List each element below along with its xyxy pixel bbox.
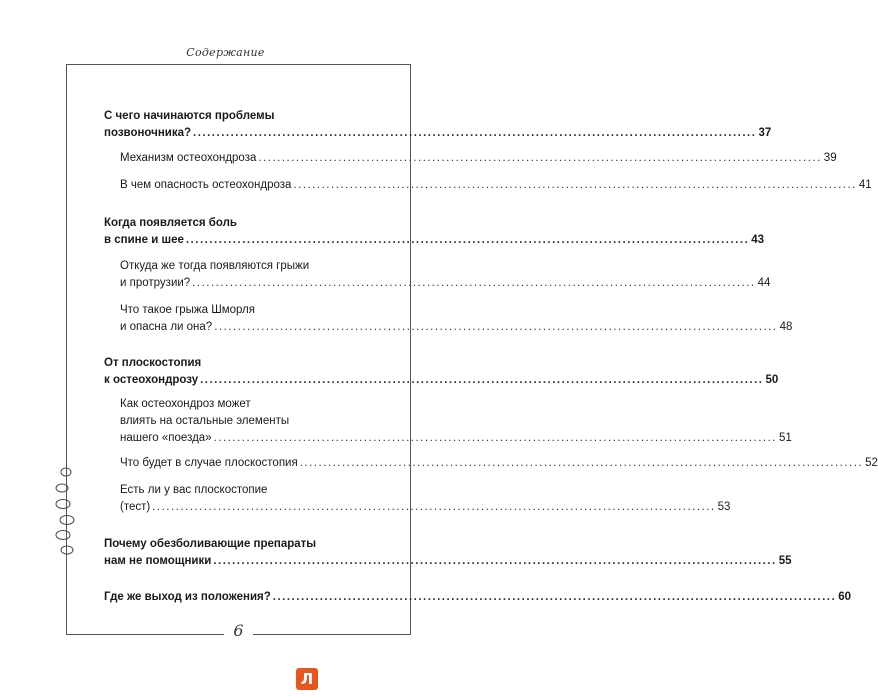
toc-entry-title: Где же выход из положения? xyxy=(104,591,271,603)
toc-leader-dots: ........................................................................................................................ xyxy=(185,234,750,246)
toc-leader-dots: ........................................................................................................................ xyxy=(272,591,837,603)
toc-page-number: 55 xyxy=(778,555,792,567)
toc-page-number: 44 xyxy=(757,277,771,289)
toc-entry-title: и опасна ли она? xyxy=(120,321,213,333)
toc-page-number: 43 xyxy=(751,234,765,246)
toc-entry-title: нашего «поезда» xyxy=(120,432,212,444)
toc-leader-dots: ........................................................................................................................ xyxy=(192,277,756,289)
toc-entry-title: и протрузии? xyxy=(120,277,191,289)
toc-entry-title: Откуда же тогда появляются грыжи xyxy=(120,260,310,272)
toc-leader-dots: ........................................................................................................................ xyxy=(258,152,822,164)
toc-entry-title: в спине и шее xyxy=(104,234,184,246)
toc-entry-title: От плоскостопия xyxy=(104,357,202,369)
toc-entry-title: к остеохондрозу xyxy=(104,374,199,386)
toc-entry-title: нам не помощники xyxy=(104,555,212,567)
toc-entry-title: Как остеохондроз может xyxy=(120,398,251,410)
toc-page-number: 41 xyxy=(858,179,872,191)
running-header: Содержание xyxy=(186,46,265,59)
page-number: 6 xyxy=(233,621,244,640)
toc-page-number: 51 xyxy=(779,432,792,444)
toc-page-number: 37 xyxy=(758,127,772,139)
toc-entry-title: Когда появляется боль xyxy=(104,217,237,229)
toc-leader-dots: ........................................................................................................................ xyxy=(293,179,857,191)
toc-leader-dots: ........................................................................................................................ xyxy=(213,555,777,567)
toc-entry-title: влиять на остальные элементы xyxy=(120,415,290,427)
publisher-logo-icon: Л xyxy=(296,668,318,690)
toc-page-number: 53 xyxy=(717,501,731,513)
chain-ornament-icon xyxy=(49,464,83,560)
toc-leader-dots: ........................................................................................................................ xyxy=(193,127,757,139)
toc-leader-dots: ........................................................................................................................ xyxy=(200,374,764,386)
toc-leader-dots: ........................................................................................................................ xyxy=(213,432,778,444)
toc-leader-dots: ........................................................................................................................ xyxy=(214,321,778,333)
toc-leader-dots: ........................................................................................................................ xyxy=(152,501,716,513)
toc-entry-title: Есть ли у вас плоскостопие xyxy=(120,484,268,496)
toc-entry-title: (тест) xyxy=(120,501,151,513)
toc-page-number: 60 xyxy=(838,591,851,603)
toc-page-number: 50 xyxy=(765,374,779,386)
toc-entry-title: В чем опасность остеохондроза xyxy=(120,179,292,191)
toc-entry-title: Что будет в случае плоскостопия xyxy=(120,457,298,469)
toc-entry-title: Что такое грыжа Шморля xyxy=(120,304,255,316)
toc-page-number: 52 xyxy=(865,457,878,469)
footer-rule-left xyxy=(66,634,224,635)
footer-rule-right xyxy=(253,634,411,635)
toc-page-number: 48 xyxy=(779,321,793,333)
toc-leader-dots: ........................................................................................................................ xyxy=(299,457,864,469)
header-rule xyxy=(66,64,411,65)
toc-page-number: 39 xyxy=(823,152,837,164)
toc-entry-title: Почему обезболивающие препараты xyxy=(104,538,317,550)
toc-entry-title: С чего начинаются проблемы xyxy=(104,110,275,122)
toc-entry-title: позвоночника? xyxy=(104,127,192,139)
toc-entry-title: Механизм остеохондроза xyxy=(120,152,257,164)
